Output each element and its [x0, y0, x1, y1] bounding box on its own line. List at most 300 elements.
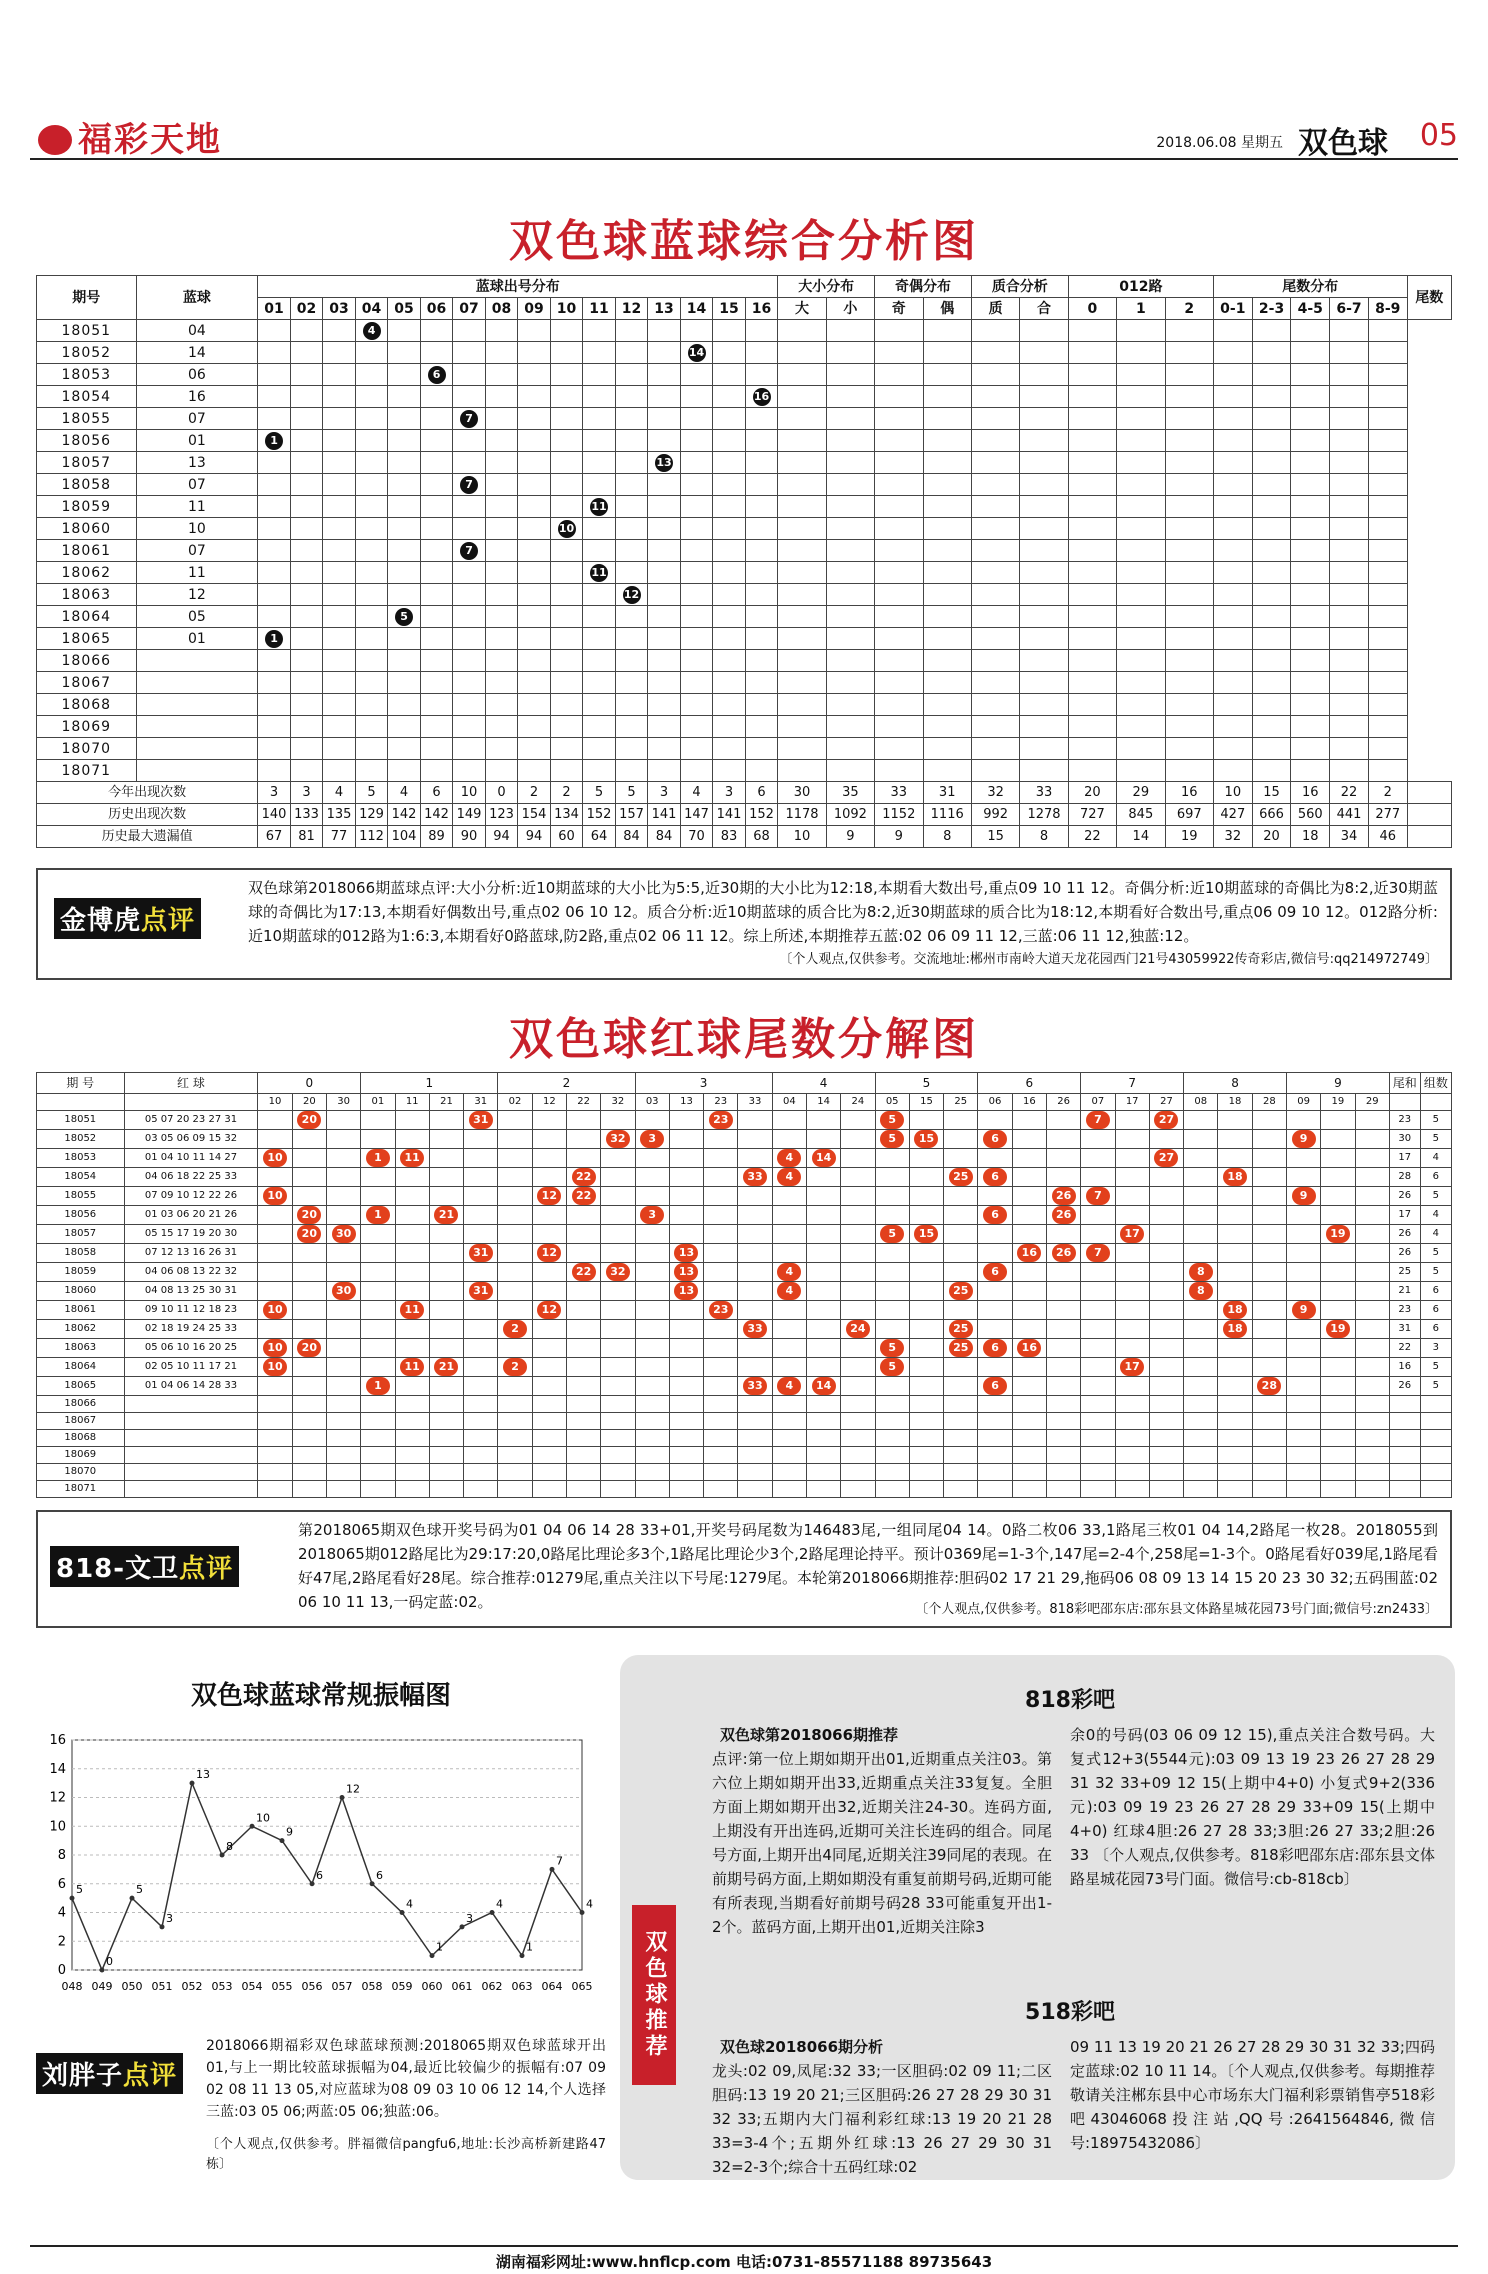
- tail-cell: [292, 1396, 326, 1413]
- tail-cell: [1218, 1377, 1252, 1396]
- dist-cell: [453, 672, 486, 694]
- parity-header: 奇偶分布: [875, 276, 972, 298]
- dist-cell: [615, 364, 648, 386]
- tail-cell: [1252, 1320, 1286, 1339]
- tail-cell: [669, 1111, 703, 1130]
- tail-cell: [738, 1339, 772, 1358]
- tail-cell: [498, 1206, 532, 1225]
- footer-value: 427: [1213, 804, 1252, 826]
- dist-cell: [355, 342, 388, 364]
- column-header: 4-5: [1291, 298, 1330, 320]
- tail-cell: [772, 1282, 806, 1301]
- data-point: [490, 1910, 495, 1915]
- tail-cell: [1355, 1206, 1389, 1225]
- blue-ball-marker: 11: [590, 564, 608, 582]
- period-cell: 18065: [37, 628, 137, 650]
- tail-cell: [738, 1149, 772, 1168]
- dist-cell: [388, 518, 421, 540]
- tail-cell: [292, 1430, 326, 1447]
- tail-cell: [635, 1187, 669, 1206]
- tail-cell: [1046, 1396, 1080, 1413]
- tail-cell: [498, 1339, 532, 1358]
- dist-cell: [713, 320, 746, 342]
- tail-cell: [1115, 1447, 1149, 1464]
- tail-cell: [1115, 1225, 1149, 1244]
- footer-row: [37, 782, 1452, 804]
- tail-cell: [1149, 1225, 1183, 1244]
- num-header: 22: [566, 1094, 600, 1111]
- tail-cell: [669, 1481, 703, 1498]
- stat-cell: [875, 518, 923, 540]
- tail-cell: [532, 1358, 566, 1377]
- tail-cell: [464, 1149, 498, 1168]
- stat-cell: [971, 628, 1019, 650]
- tail-cell: [1115, 1481, 1149, 1498]
- red-cell: 07 12 13 16 26 31: [124, 1244, 258, 1263]
- tail-cell: [566, 1430, 600, 1447]
- stat-cell: [1368, 540, 1407, 562]
- tail-cell: [601, 1396, 635, 1413]
- footer-value: 129: [355, 804, 388, 826]
- dist-cell: [485, 672, 518, 694]
- tail-group-header: 1: [361, 1073, 498, 1094]
- tail-cell: [1081, 1447, 1115, 1464]
- tail-cell: [944, 1282, 978, 1301]
- groups-cell: 5: [1420, 1187, 1451, 1206]
- tail-cell: [429, 1187, 463, 1206]
- stat-cell: [1368, 584, 1407, 606]
- dist-cell: [648, 584, 681, 606]
- tail-group-header: 0: [258, 1073, 361, 1094]
- blue-ball-marker: 1: [265, 432, 283, 450]
- stat-cell: [826, 738, 874, 760]
- groups-header: 组数: [1420, 1073, 1451, 1094]
- tail-cell: [669, 1430, 703, 1447]
- stat-cell: [971, 496, 1019, 518]
- footer-value: 22: [1068, 826, 1116, 848]
- dist-cell: [583, 408, 616, 430]
- dist-cell: [388, 562, 421, 584]
- tail-cell: [1081, 1187, 1115, 1206]
- num-header: 01: [361, 1094, 395, 1111]
- blue-chart-title: 双色球蓝球综合分析图: [509, 216, 979, 267]
- dist-cell: [745, 320, 778, 342]
- tail-cell: [566, 1282, 600, 1301]
- red-ball-marker: 28: [1257, 1377, 1281, 1395]
- footer-value: 441: [1330, 804, 1369, 826]
- x-tick-label: 052: [181, 1980, 203, 1993]
- dist-cell: [550, 474, 583, 496]
- tail-cell: [669, 1301, 703, 1320]
- data-point: [70, 1896, 75, 1901]
- tail-cell: [464, 1377, 498, 1396]
- tail-cell: [875, 1263, 909, 1282]
- dist-cell: [290, 694, 323, 716]
- period-cell: 18070: [37, 1464, 125, 1481]
- tail-cell: [909, 1149, 943, 1168]
- stat-cell: [923, 650, 971, 672]
- stat-cell: [875, 386, 923, 408]
- tail-cell: [464, 1481, 498, 1498]
- num-header: 07: [1081, 1094, 1115, 1111]
- stat-cell: [1213, 672, 1252, 694]
- dist-cell: [485, 606, 518, 628]
- tail-group-header: 7: [1081, 1073, 1184, 1094]
- dist-cell: [550, 738, 583, 760]
- stat-cell: [875, 650, 923, 672]
- blue-cell: [136, 738, 258, 760]
- stat-cell: [1020, 364, 1068, 386]
- tail-cell: [1321, 1447, 1355, 1464]
- stat-cell: [778, 408, 826, 430]
- column-header: 0-1: [1213, 298, 1252, 320]
- tail-cell: [566, 1358, 600, 1377]
- tail-group-header: 4: [772, 1073, 875, 1094]
- red-tail-table: [36, 1072, 1452, 1498]
- sum-cell: [1389, 1464, 1420, 1481]
- stat-cell: [1213, 760, 1252, 782]
- sum-cell: 25: [1389, 1263, 1420, 1282]
- dist-cell: [453, 408, 486, 430]
- stat-cell: [1330, 672, 1369, 694]
- dist-cell: [615, 496, 648, 518]
- red-ball-marker: 6: [983, 1377, 1007, 1395]
- stat-cell: [1330, 694, 1369, 716]
- sum-cell: 21: [1389, 1282, 1420, 1301]
- dist-cell: [420, 430, 453, 452]
- blank-cell: [1420, 1094, 1451, 1111]
- red-ball-marker: 26: [1052, 1187, 1076, 1205]
- tail-cell: [944, 1187, 978, 1206]
- issue-date: 2018.06.08 星期五: [1156, 135, 1283, 151]
- stat-cell: [1252, 364, 1291, 386]
- footer-value: 697: [1165, 804, 1213, 826]
- stat-cell: [1330, 474, 1369, 496]
- tail-cell: [704, 1413, 738, 1430]
- stat-cell: [875, 342, 923, 364]
- x-tick-label: 051: [151, 1980, 173, 1993]
- tail-cell: [1252, 1206, 1286, 1225]
- dist-cell: [290, 320, 323, 342]
- dist-cell: [258, 650, 291, 672]
- tail-cell: [258, 1187, 292, 1206]
- tail-cell: [429, 1320, 463, 1339]
- tail-cell: [909, 1282, 943, 1301]
- dist-cell: [518, 628, 551, 650]
- dist-cell: [648, 606, 681, 628]
- groups-cell: 4: [1420, 1206, 1451, 1225]
- tail-cell: [326, 1111, 360, 1130]
- stat-cell: [923, 562, 971, 584]
- tail-cell: [464, 1111, 498, 1130]
- dist-cell: [453, 474, 486, 496]
- y-tick-label: 8: [57, 1848, 66, 1863]
- section-title: 双色球: [1298, 126, 1388, 161]
- stat-cell: [1330, 738, 1369, 760]
- stat-cell: [826, 496, 874, 518]
- sum-cell: [1389, 1447, 1420, 1464]
- stat-cell: [923, 320, 971, 342]
- dist-cell: [550, 342, 583, 364]
- period-cell: 18057: [37, 1225, 125, 1244]
- stat-cell: [1213, 496, 1252, 518]
- dist-cell: [420, 694, 453, 716]
- tail-cell: [1286, 1206, 1320, 1225]
- table-row: [37, 1413, 1452, 1430]
- red-ball-marker: 32: [606, 1130, 630, 1148]
- dist-cell: [583, 386, 616, 408]
- period-cell: 18051: [37, 1111, 125, 1130]
- stat-cell: [1291, 716, 1330, 738]
- tail-cell: [258, 1481, 292, 1498]
- stat-cell: [1068, 496, 1116, 518]
- tail-cell: [326, 1149, 360, 1168]
- tail-cell: [1012, 1111, 1046, 1130]
- tail-cell: [772, 1149, 806, 1168]
- p818-subtitle: 双色球第2018066期推荐: [720, 1726, 899, 1744]
- stat-cell: [778, 430, 826, 452]
- stat-cell: [1213, 452, 1252, 474]
- data-point: [130, 1896, 135, 1901]
- tail-cell: [395, 1447, 429, 1464]
- footer-value: 83: [713, 826, 746, 848]
- red-ball-marker: 6: [983, 1206, 1007, 1224]
- tail-cell: [258, 1168, 292, 1187]
- tail-cell: [669, 1206, 703, 1225]
- tail-cell: [395, 1339, 429, 1358]
- tail-cell: [841, 1263, 875, 1282]
- tail-cell: [1355, 1447, 1389, 1464]
- stat-cell: [1252, 716, 1291, 738]
- tail-cell: [1081, 1464, 1115, 1481]
- stat-cell: [1165, 320, 1213, 342]
- footer-value: [1407, 804, 1451, 826]
- stat-cell: [1068, 562, 1116, 584]
- tail-cell: [1115, 1206, 1149, 1225]
- stat-cell: [826, 606, 874, 628]
- column-header: 13: [648, 298, 681, 320]
- stat-cell: [1020, 518, 1068, 540]
- dist-cell: [388, 716, 421, 738]
- tail-cell: [635, 1481, 669, 1498]
- sum-cell: 26: [1389, 1244, 1420, 1263]
- table-row: [37, 1149, 1452, 1168]
- tail-cell: [806, 1206, 840, 1225]
- stat-cell: [1020, 738, 1068, 760]
- dist-cell: [615, 584, 648, 606]
- tail-cell: [806, 1111, 840, 1130]
- red-ball-marker: 11: [400, 1149, 424, 1167]
- table-row: [37, 1130, 1452, 1149]
- tail-cell: [532, 1481, 566, 1498]
- red-ball-marker: 27: [1154, 1149, 1178, 1167]
- tail-cell: [1252, 1377, 1286, 1396]
- groups-cell: 5: [1420, 1244, 1451, 1263]
- red-ball-marker: 25: [949, 1339, 973, 1357]
- red-ball-marker: 15: [914, 1225, 938, 1243]
- tail-cell: [1286, 1301, 1320, 1320]
- stat-cell: [971, 408, 1019, 430]
- data-point: [400, 1910, 405, 1915]
- tail-cell: [1012, 1430, 1046, 1447]
- blue-cell: 04: [136, 320, 258, 342]
- dist-cell: [550, 562, 583, 584]
- dist-cell: [550, 452, 583, 474]
- dist-cell: [485, 584, 518, 606]
- stat-cell: [1165, 496, 1213, 518]
- table-row: [37, 760, 1452, 782]
- stat-cell: [1368, 518, 1407, 540]
- tail-cell: [841, 1187, 875, 1206]
- tail-cell: [978, 1263, 1012, 1282]
- footer-label: 历史最大遗漏值: [37, 826, 258, 848]
- tail-cell: [361, 1187, 395, 1206]
- footer-value: 5: [355, 782, 388, 804]
- tail-cell: [1115, 1244, 1149, 1263]
- tail-cell: [772, 1447, 806, 1464]
- dist-cell: [745, 452, 778, 474]
- dist-cell: [518, 452, 551, 474]
- dist-cell: [258, 430, 291, 452]
- tail-cell: [841, 1396, 875, 1413]
- stat-cell: [1165, 386, 1213, 408]
- tail-cell: [464, 1447, 498, 1464]
- dist-cell: [713, 430, 746, 452]
- tail-cell: [1184, 1320, 1218, 1339]
- dist-cell: [648, 628, 681, 650]
- red-ball-marker: 22: [572, 1187, 596, 1205]
- y-tick-label: 10: [49, 1819, 66, 1835]
- tail-cell: [1149, 1339, 1183, 1358]
- stat-cell: [826, 716, 874, 738]
- footer-value: 33: [1020, 782, 1068, 804]
- blank-cell: [124, 1094, 258, 1111]
- stat-cell: [1117, 650, 1165, 672]
- dist-cell: [550, 540, 583, 562]
- tail-cell: [704, 1130, 738, 1149]
- groups-cell: [1420, 1396, 1451, 1413]
- blue-cell: [136, 716, 258, 738]
- stat-cell: [778, 606, 826, 628]
- dist-cell: [713, 518, 746, 540]
- stat-cell: [1252, 474, 1291, 496]
- tail-cell: [1115, 1282, 1149, 1301]
- dist-cell: [355, 760, 388, 782]
- tail-cell: [326, 1130, 360, 1149]
- blue-cell: 07: [136, 474, 258, 496]
- tail-cell: [1184, 1430, 1218, 1447]
- p818-right: 余0的号码(03 06 09 12 15),重点关注合数号码。大复式12+3(5544元):03 09 13 19 23 26 27 28 29 31 32 33+09 12 15(上期中4+0) 小复式9+2(336元):03 09 19 23 26 27 28 29 33+09 15(上期中4+0) 红球4胆:26 27 28 33;3胆:26 27 33;2胆:26 33 〔个人观点,仅供参考。818彩吧邵东店:邵东县文体路星城花园73号门面。微信号:cb-818cb〕: [1070, 1726, 1435, 1888]
- tail-cell: [566, 1244, 600, 1263]
- tail-cell: [1184, 1413, 1218, 1430]
- tail-cell: [292, 1447, 326, 1464]
- footer-value: 10: [453, 782, 486, 804]
- dist-cell: [680, 496, 713, 518]
- dist-cell: [615, 452, 648, 474]
- red-ball-marker: 33: [743, 1168, 767, 1186]
- period-cell: 18052: [37, 1130, 125, 1149]
- tail-cell: [1081, 1149, 1115, 1168]
- tail-cell: [669, 1396, 703, 1413]
- tail-cell: [498, 1187, 532, 1206]
- dist-cell: [453, 628, 486, 650]
- tail-cell: [326, 1481, 360, 1498]
- period-cell: 18061: [37, 1301, 125, 1320]
- tail-cell: [464, 1320, 498, 1339]
- dist-cell: [745, 694, 778, 716]
- num-header: 06: [978, 1094, 1012, 1111]
- stat-cell: [778, 518, 826, 540]
- tail-cell: [635, 1130, 669, 1149]
- period-cell: 18054: [37, 1168, 125, 1187]
- red-ball-marker: 33: [743, 1320, 767, 1338]
- dist-cell: [290, 628, 323, 650]
- stat-cell: [778, 650, 826, 672]
- tail-cell: [395, 1187, 429, 1206]
- dist-cell: [258, 628, 291, 650]
- stat-cell: [1117, 540, 1165, 562]
- dist-cell: [713, 628, 746, 650]
- footer-value: 140: [258, 804, 291, 826]
- period-cell: 18062: [37, 1320, 125, 1339]
- tail-cell: [1046, 1481, 1080, 1498]
- data-point: [520, 1953, 525, 1958]
- tail-cell: [566, 1225, 600, 1244]
- footer-value: 9: [826, 826, 874, 848]
- stat-cell: [778, 496, 826, 518]
- dist-cell: [420, 474, 453, 496]
- stat-cell: [1068, 650, 1116, 672]
- tail-cell: [395, 1481, 429, 1498]
- tail-cell: [841, 1358, 875, 1377]
- tail-cell: [909, 1339, 943, 1358]
- footer-value: 8: [923, 826, 971, 848]
- stat-cell: [1068, 738, 1116, 760]
- dist-cell: [388, 672, 421, 694]
- groups-cell: [1420, 1481, 1451, 1498]
- tail-cell: [395, 1111, 429, 1130]
- dist-cell: [388, 452, 421, 474]
- data-label: 13: [196, 1768, 210, 1782]
- dist-header: 蓝球出号分布: [258, 276, 778, 298]
- tail-cell: [1252, 1413, 1286, 1430]
- tail-cell: [326, 1263, 360, 1282]
- footer-value: 8: [1020, 826, 1068, 848]
- table-row: [37, 628, 1452, 650]
- data-label: 3: [166, 1911, 173, 1925]
- dist-cell: [420, 628, 453, 650]
- groups-cell: 5: [1420, 1263, 1451, 1282]
- tail-cell: [944, 1111, 978, 1130]
- stat-cell: [1330, 584, 1369, 606]
- stat-cell: [1165, 716, 1213, 738]
- tail-cell: [1081, 1111, 1115, 1130]
- dist-cell: [745, 738, 778, 760]
- tail-cell: [395, 1320, 429, 1339]
- dist-cell: [648, 518, 681, 540]
- tail-cell: [395, 1149, 429, 1168]
- dist-cell: [485, 408, 518, 430]
- dist-cell: [290, 430, 323, 452]
- dist-cell: [680, 364, 713, 386]
- stat-cell: [1368, 386, 1407, 408]
- dist-cell: [258, 738, 291, 760]
- table-row: [37, 386, 1452, 408]
- table-row: [37, 496, 1452, 518]
- p518-left: 龙头:02 09,凤尾:32 33;一区胆码:02 09 11;二区胆码:13 19 20 21;三区胆码:26 27 28 29 30 31 32 33;五期内大门福利彩红球:13 19 20 21 28 33=3-4个;五期外红球:13 26 27 29 30 31 32=2-3个;综合十五码红球:02: [712, 2062, 1052, 2176]
- tail-cell: [532, 1464, 566, 1481]
- tail-cell: [1081, 1339, 1115, 1358]
